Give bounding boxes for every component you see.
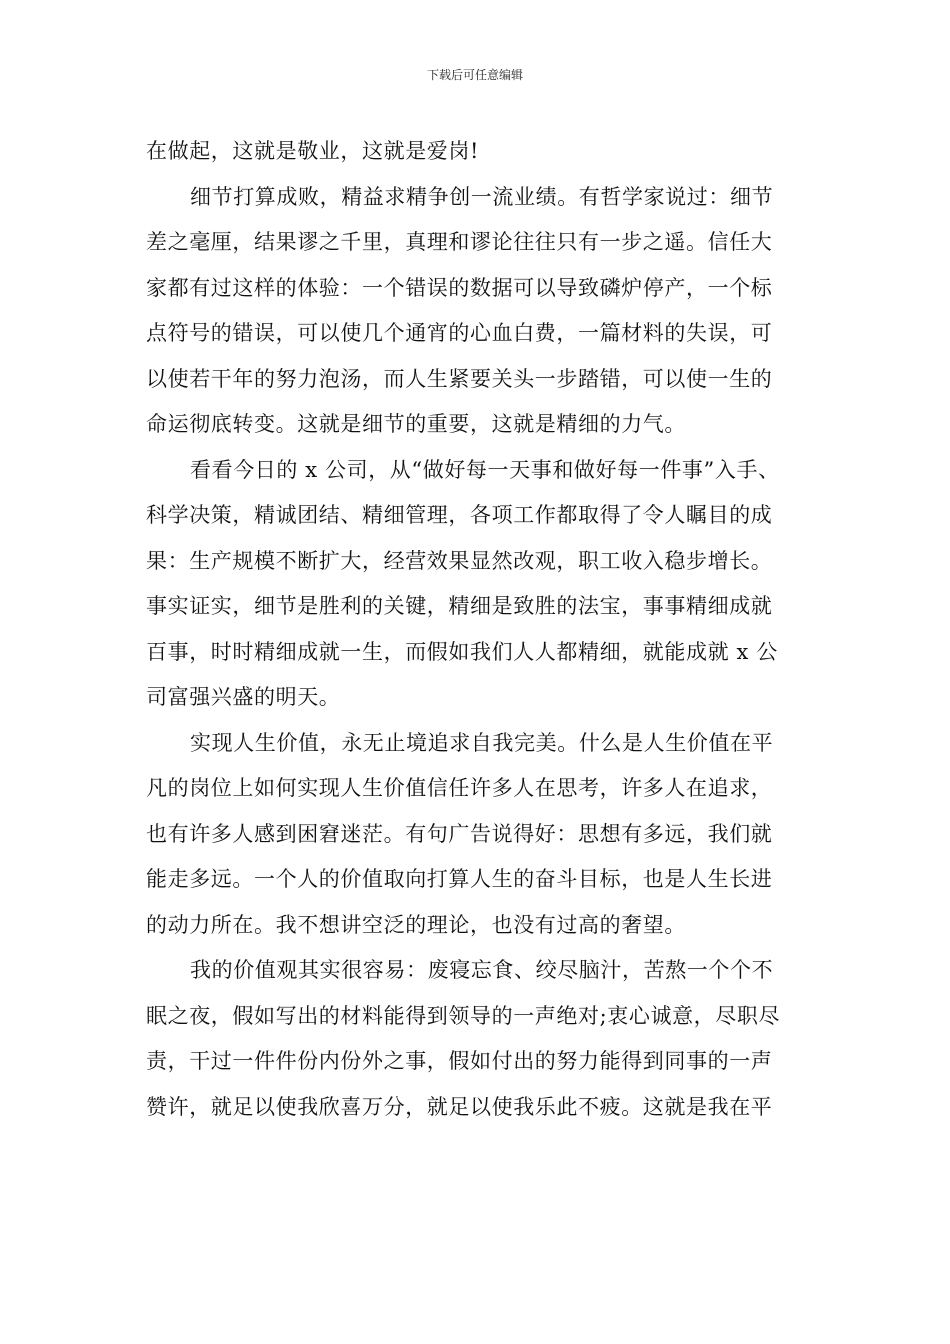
page-header-note: 下载后可任意编辑 [426,68,523,82]
text-line: 眠之夜，假如写出的材料能得到领导的一声绝对;衷心诚意，尽职尽 [146,1003,781,1028]
paragraph-first-line: 细节打算成败，精益求精争创一流业绩。有哲学家说过：细节 [190,184,774,209]
text-line: 的动力所在。我不想讲空泛的理论，也没有过高的奢望。 [146,912,686,937]
text-line: 在做起，这就是敬业，这就是爱岗! [146,139,480,163]
text-line: 赞许，就足以使我欣喜万分，就足以使我乐此不疲。这就是我在平 [146,1094,773,1119]
text-line: 凡的岗位上如何实现人生价值信任许多人在思考，许多人在追求， [146,776,773,800]
text-line: 以使若干年的努力泡汤，而人生紧要关头一步踏错，可以使一生的 [146,366,773,391]
text-line: 责，干过一件件份内份外之事，假如付出的努力能得到同事的一声 [146,1049,773,1073]
text-line: 事实证实，细节是胜利的关键，精细是致胜的法宝，事事精细成就 [146,594,773,618]
paragraph-first-line: 我的价值观其实很容易：废寝忘食、绞尽脑汁，苦熬一个个不 [190,958,774,982]
text-line: 也有许多人感到困窘迷茫。有句广告说得好：思想有多远，我们就 [146,821,773,846]
text-line: 能走多远。一个人的价值取向打算人生的奋斗目标，也是人生长进 [146,867,773,891]
paragraph-first-line: 实现人生价值，永无止境追求自我完美。什么是人生价值在平 [190,730,774,755]
text-line: 命运彻底转变。这就是细节的重要，这就是精细的力气。 [146,412,686,436]
text-line: 司富强兴盛的明天。 [146,685,341,709]
paragraph-first-line: 看看今日的 x 公司，从“做好每一天事和做好每一件事”入手、 [190,457,780,482]
document-body [146,129,810,1130]
text-line: 百事，时时精细成就一生，而假如我们人人都精细，就能成就 x 公 [146,639,778,664]
text-line: 差之毫厘，结果谬之千里，真理和谬论往往只有一步之遥。信任大 [146,230,773,254]
text-line: 果：生产规模不断扩大，经营效果显然改观，职工收入稳步增长。 [146,548,773,573]
text-line: 科学决策，精诚团结、精细管理，各项工作都取得了令人瞩目的成 [146,503,773,527]
text-line: 点符号的错误，可以使几个通宵的心血白费，一篇材料的失误，可 [146,321,773,345]
text-line: 家都有过这样的体验：一个错误的数据可以导致磷炉停产，一个标 [146,275,773,300]
